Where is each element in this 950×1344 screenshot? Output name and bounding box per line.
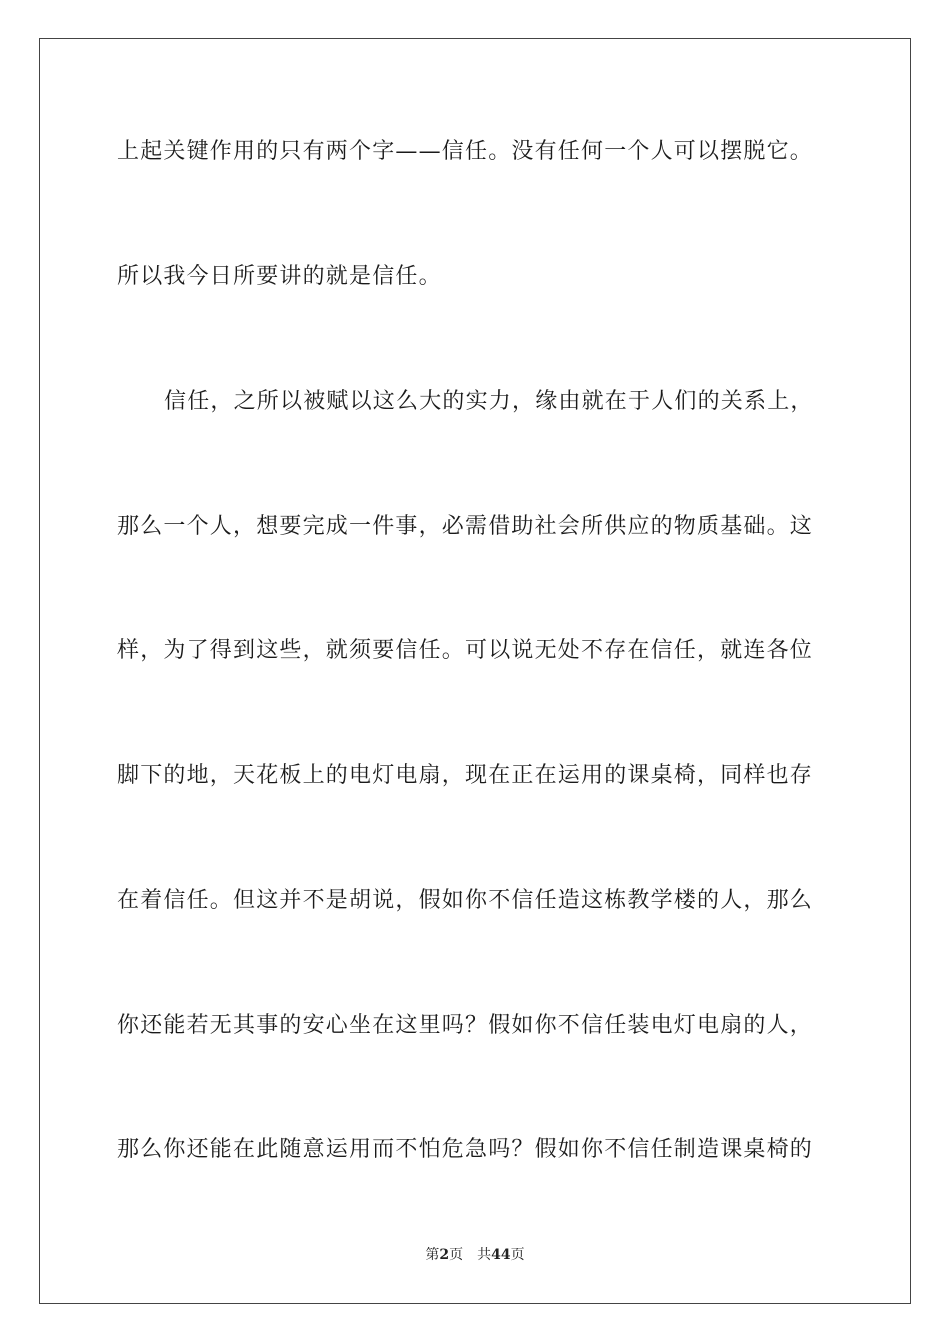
page-total: 44 bbox=[491, 1247, 511, 1263]
page-frame bbox=[39, 38, 911, 1304]
text-line-5: 样，为了得到这些，就须要信任。可以说无处不存在信任，就连各位 bbox=[117, 638, 814, 663]
text-line-7: 在着信任。但这并不是胡说，假如你不信任造这栋教学楼的人，那么 bbox=[117, 888, 814, 913]
text-line-2: 所以我今日所要讲的就是信任。 bbox=[117, 264, 442, 289]
page-prefix: 第 bbox=[425, 1247, 440, 1263]
text-line-3: 信任，之所以被赋以这么大的实力，缘由就在于人们的关系上， bbox=[164, 389, 814, 414]
text-line-8: 你还能若无其事的安心坐在这里吗？假如你不信任装电灯电扇的人， bbox=[117, 1013, 814, 1038]
page-current: 2 bbox=[439, 1247, 450, 1263]
text-line-4: 那么一个人，想要完成一件事，必需借助社会所供应的物质基础。这 bbox=[117, 514, 814, 539]
page-suffix: 页 bbox=[449, 1247, 464, 1263]
page-footer bbox=[0, 1246, 950, 1264]
total-suffix: 页 bbox=[510, 1247, 525, 1263]
text-line-6: 脚下的地，天花板上的电灯电扇，现在正在运用的课桌椅，同样也存 bbox=[117, 763, 814, 788]
text-line-9: 那么你还能在此随意运用而不怕危急吗？假如你不信任制造课桌椅的 bbox=[117, 1137, 814, 1162]
text-line-1: 上起关键作用的只有两个字——信任。没有任何一个人可以摆脱它。 bbox=[117, 139, 814, 164]
total-prefix: 共 bbox=[477, 1247, 492, 1263]
